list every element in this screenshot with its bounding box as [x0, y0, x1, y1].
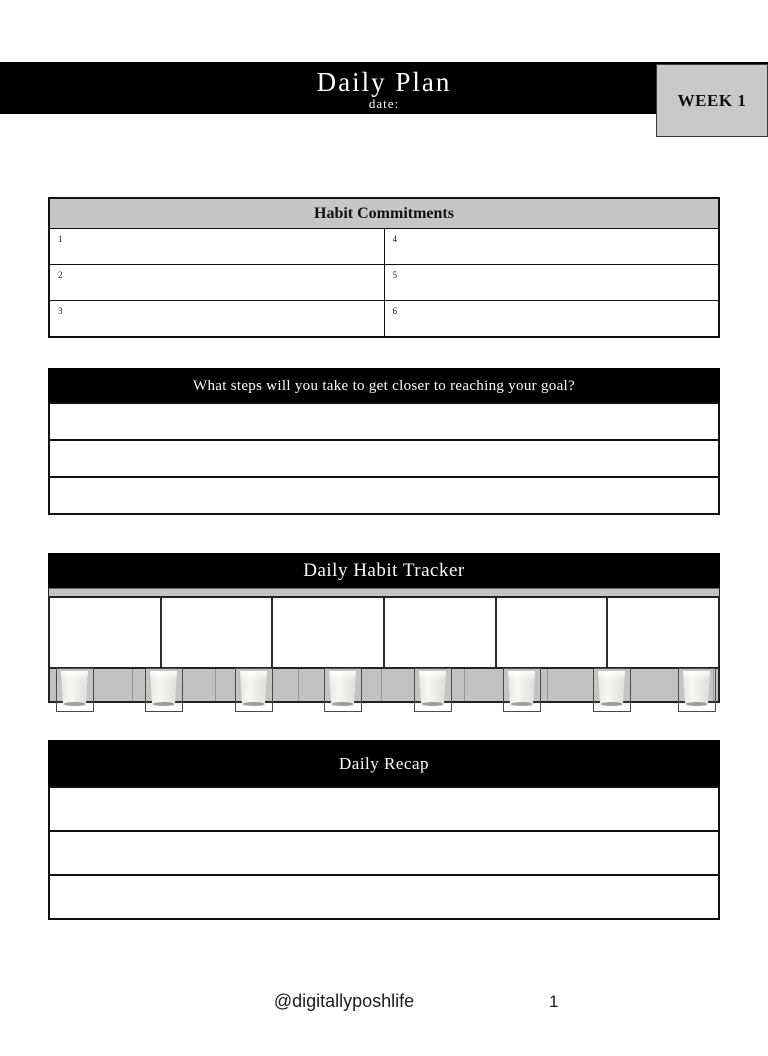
glass-shape — [419, 671, 446, 706]
date-label: date: — [368, 96, 400, 111]
daily-recap-writing-line — [48, 830, 720, 876]
cell-number: 1 — [58, 234, 63, 244]
habit-tracker-title: Daily Habit Tracker — [48, 553, 720, 588]
goal-steps-writing-line — [48, 402, 720, 441]
water-glass-icon — [678, 668, 716, 712]
glass-shape — [508, 671, 535, 706]
habit-commitment-cell-2 — [50, 265, 384, 300]
habit-tracker-cell — [497, 598, 609, 667]
header-bar — [0, 62, 768, 114]
habit-tracker-cell — [162, 598, 274, 667]
glass-shape — [598, 671, 625, 706]
water-tracker-strip — [48, 669, 720, 703]
habit-tracker-cell — [608, 598, 718, 667]
habit-commitment-cell-5 — [385, 265, 719, 300]
cell-number: 2 — [58, 270, 63, 280]
goal-steps-section — [48, 368, 720, 515]
glass-shape — [329, 671, 356, 706]
habit-commitment-cell-4 — [385, 229, 719, 264]
goal-steps-writing-line — [48, 439, 720, 478]
glass-shape — [150, 671, 177, 706]
water-glass-icon — [235, 668, 273, 712]
habit-tracker-cell — [50, 598, 162, 667]
cell-number: 5 — [392, 270, 397, 280]
cell-number: 3 — [58, 306, 63, 316]
goal-steps-title: What steps will you take to get closer to reaching your goal? — [48, 368, 720, 404]
habit-commitment-cell-3 — [50, 301, 384, 336]
water-glass-icon — [593, 668, 631, 712]
habit-commitments-grid — [48, 229, 720, 338]
water-glass-icon — [414, 668, 452, 712]
week-badge — [656, 64, 768, 137]
habit-commitment-cell-6 — [385, 301, 719, 336]
cell-number: 4 — [392, 234, 397, 244]
water-glass-icon — [56, 668, 94, 712]
daily-recap-section — [48, 740, 720, 920]
goal-steps-writing-line — [48, 476, 720, 515]
page-title: Daily Plan — [316, 67, 452, 97]
daily-recap-writing-line — [48, 786, 720, 832]
glass-shape — [683, 671, 710, 706]
habit-tracker-section — [48, 553, 720, 703]
water-glass-icon — [145, 668, 183, 712]
glass-shape — [240, 671, 267, 706]
habit-tracker-divider-strip — [48, 588, 720, 597]
cell-number: 6 — [392, 306, 397, 316]
daily-recap-writing-line — [48, 874, 720, 920]
glass-shape — [61, 671, 88, 706]
habit-commitment-cell-1 — [50, 229, 384, 264]
water-glass-icon — [324, 668, 362, 712]
habit-tracker-columns — [48, 597, 720, 669]
week-badge-label: WEEK 1 — [677, 90, 747, 110]
habit-tracker-cell — [385, 598, 497, 667]
habit-tracker-cell — [273, 598, 385, 667]
habit-commitments-title: Habit Commitments — [48, 197, 720, 229]
footer-social-handle: @digitallyposhlife — [273, 991, 415, 1011]
page-number: 1 — [549, 992, 559, 1011]
water-glass-icon — [503, 668, 541, 712]
daily-recap-title: Daily Recap — [48, 740, 720, 788]
habit-commitments-section — [48, 197, 720, 338]
